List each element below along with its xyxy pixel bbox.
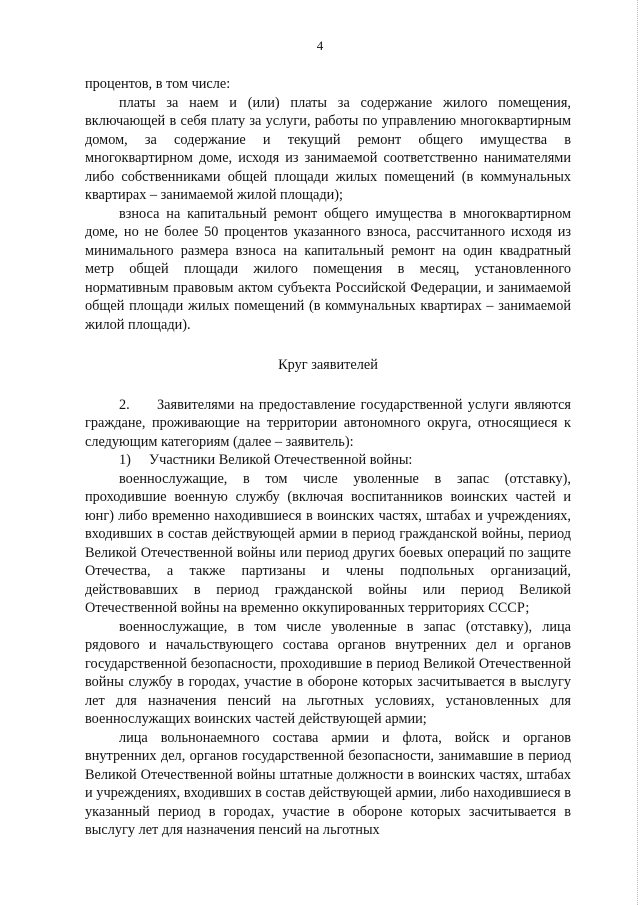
- page-number: 4: [316, 38, 324, 53]
- subitem-1-text: Участники Великой Отечественной войны:: [149, 452, 413, 468]
- subitem-1-number: 1): [119, 452, 131, 468]
- item-2-number: 2.: [119, 396, 130, 413]
- section-title: Круг заявителей: [278, 357, 378, 373]
- item-2: [85, 396, 571, 452]
- scan-edge-line: [636, 0, 638, 905]
- paragraph-servicemen-cities: военнослужащие, в том числе уволенные в запас (отставку), лица рядового и начальствующего состава органов внутренних дел и органов государственной безопасности, проходившие в период Великой Отечественной войны службу в городах, участие в обороне которых засчитывается в выслугу лет для назначения пенсий на льготных условиях, установленных для военнослужащих воинских частей действующей армии;: [85, 618, 571, 727]
- paragraph-servicemen: военнослужащие, в том числе уволенные в запас (отставку), проходившие военную службу (включая воспитанников воинских частей и юнг) либо временно находившиеся в воинских частях, штабах и учреждениях, входивших в состав действующей армии в период гражданской войны, период Великой Отечественной войны или период других боевых операций по защите Отечества, а также партизаны и члены подпольных организаций, действовавших в период гражданской войны или период Великой Отечественной войны на временно оккупированных территориях СССР;: [85, 470, 571, 616]
- subitem-1: [85, 451, 571, 470]
- paragraph-intro: процентов, в том числе:: [85, 76, 231, 92]
- paragraph-capital-repair: взноса на капитальный ремонт общего имущества в многоквартирном доме, но не более 50 процентов указанного взноса, рассчитанного исходя из минимального размера взноса на капитальный ремонт на один квадратный метр общей площади жилого помещения в месяц, установленного нормативным правовым актом субъекта Российской Федерации, и занимаемой общей площади жилых помещений (в коммунальных квартирах – занимаемой жилой площади).: [85, 205, 571, 333]
- paragraph-rent-fee: платы за наем и (или) платы за содержание жилого помещения, включающей в себя плату за услуги, работы по управлению многоквартирным домом, за содержание и текущий ремонт общего имущества в многоквартирном доме, исходя из занимаемой соответственно нанимателями либо собственниками общей площади жилых помещений (в коммунальных квартирах – занимаемой жилой площади);: [85, 94, 571, 203]
- item-2-text: Заявителями на предоставление государственной услуги являются граждане, проживающие на территории автономного округа, относящиеся к следующим категориям (далее – заявитель):: [85, 396, 571, 450]
- paragraph-civilian-staff: лица вольнонаемного состава армии и флота, войск и органов внутренних дел, органов государственной безопасности, занимавшие в период Великой Отечественной войны штатные должности в воинских частях, штабах и учреждениях, входивших в состав действующей армии, либо находившиеся в указанный период в городах, участие в обороне которых засчитывается в выслугу лет для назначения пенсий на льготных: [85, 729, 571, 838]
- document-body: [85, 75, 571, 840]
